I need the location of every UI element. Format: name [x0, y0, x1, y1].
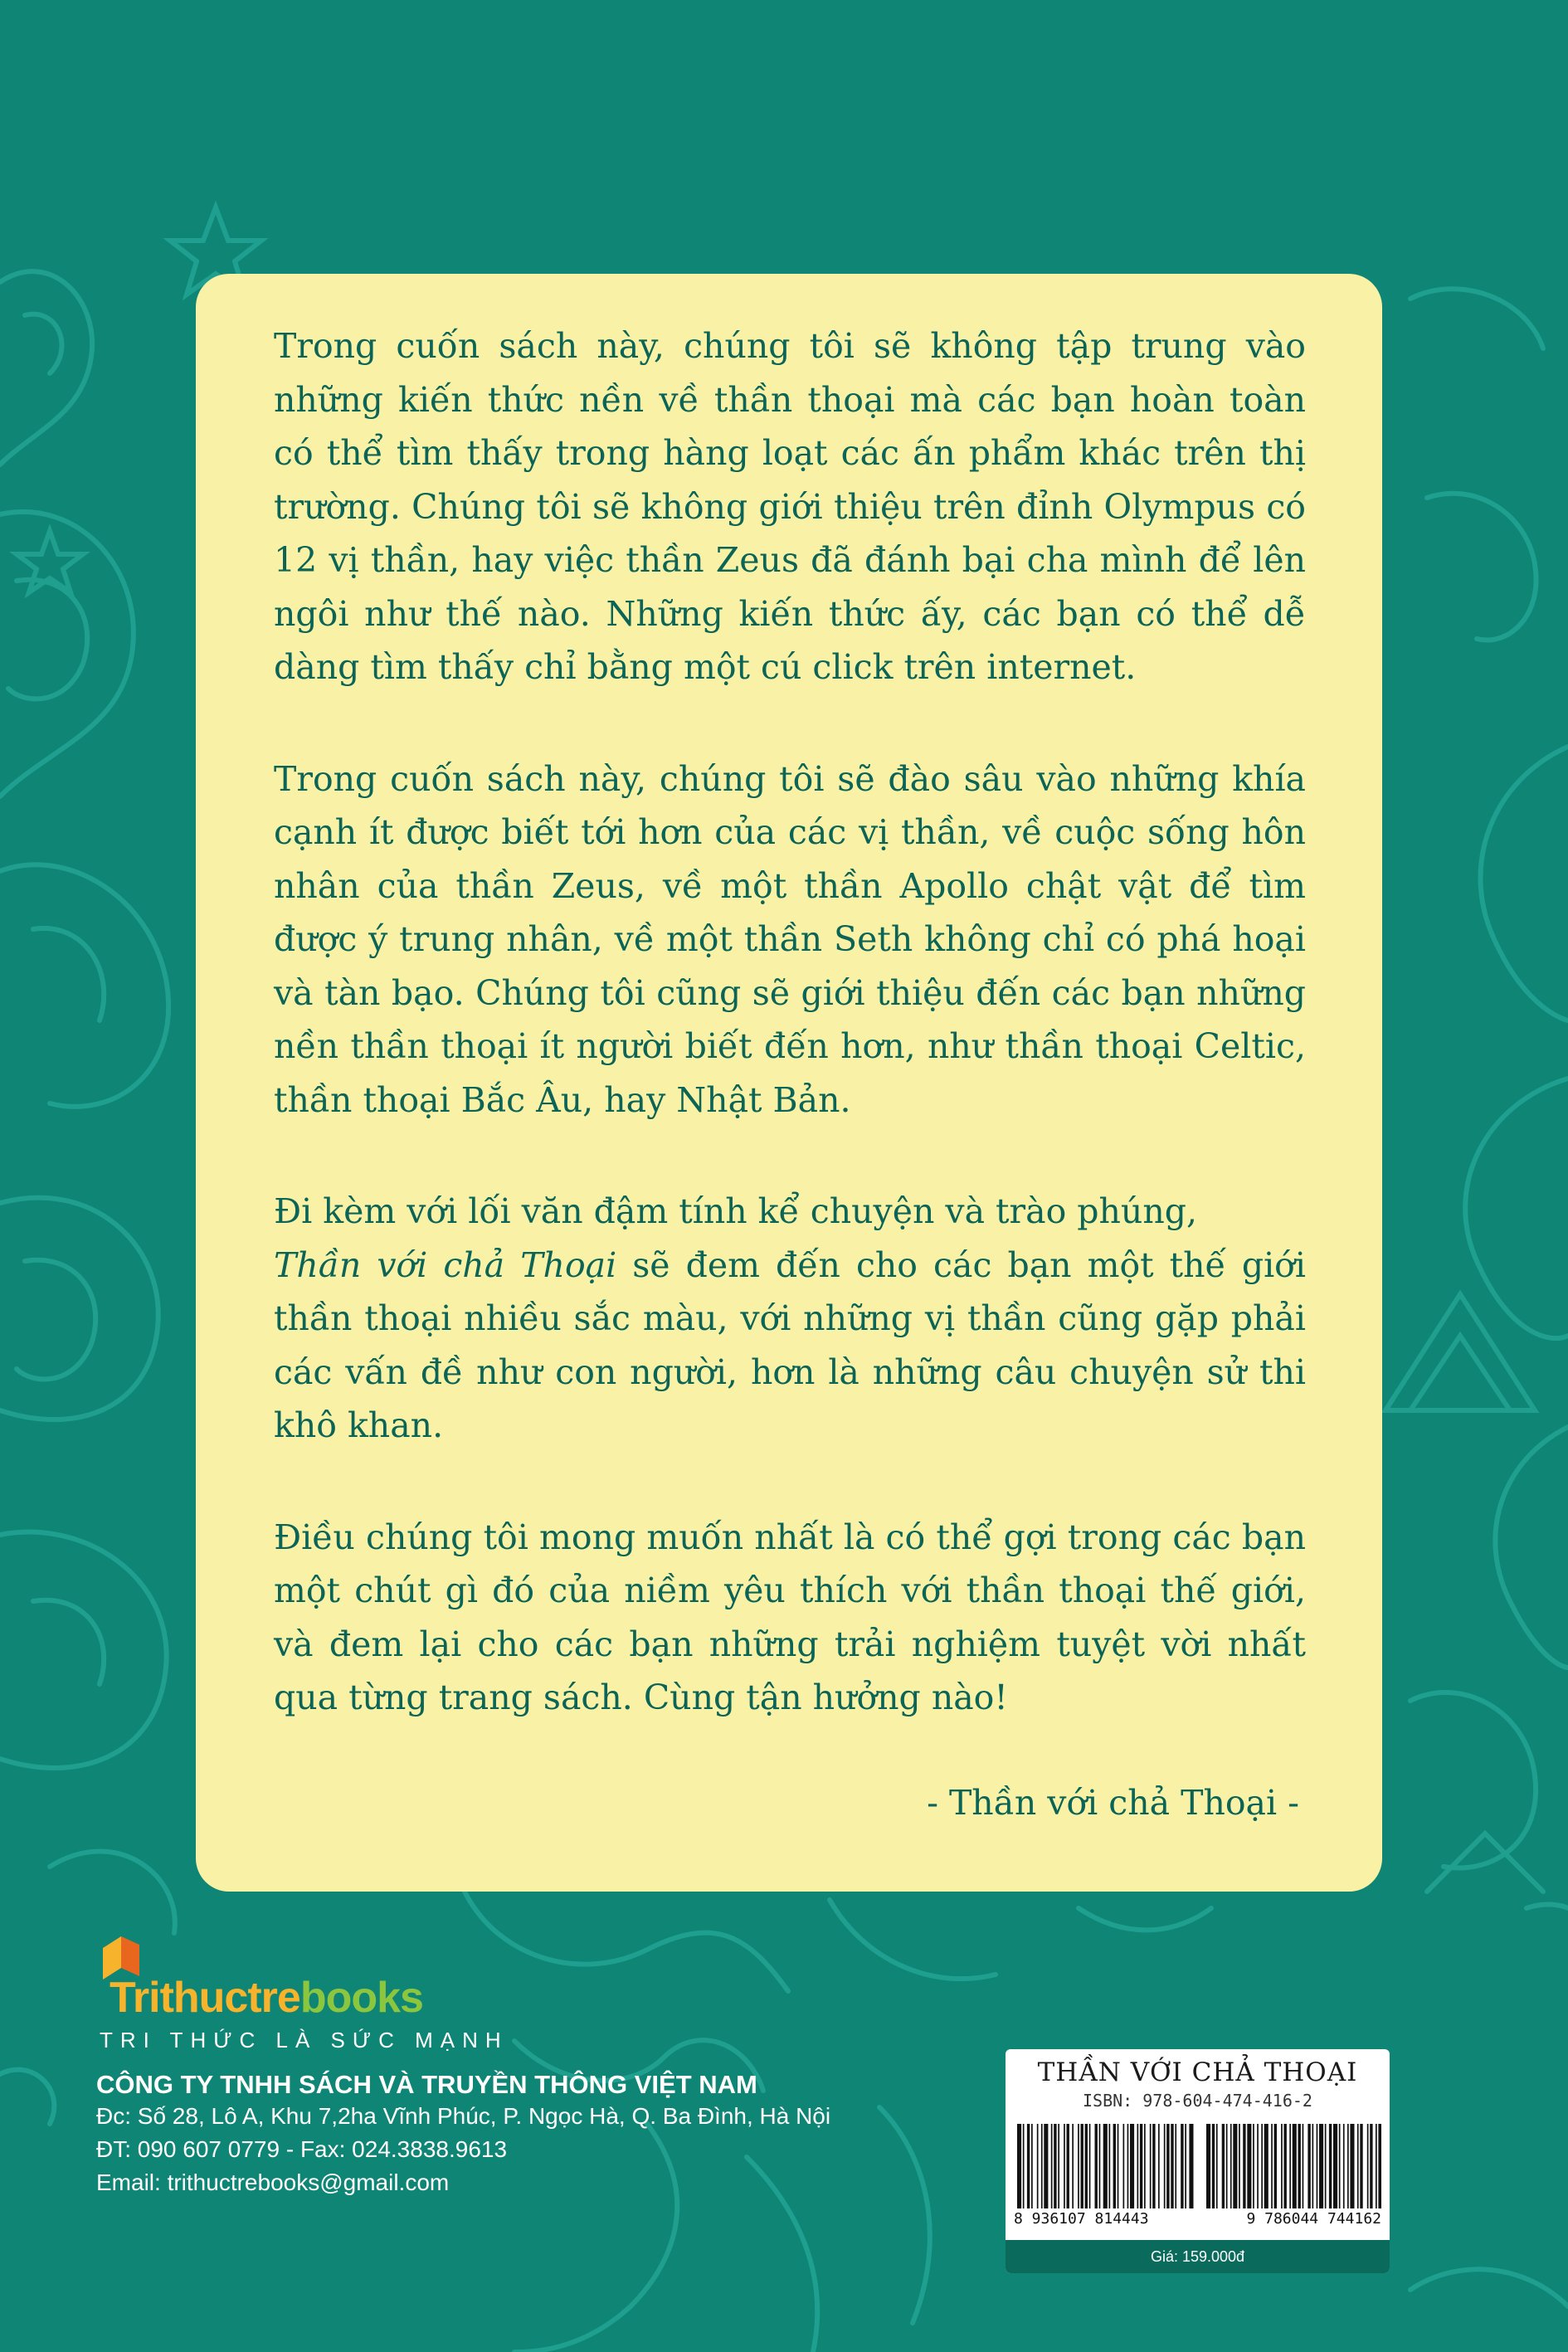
- company-address: Đc: Số 28, Lô A, Khu 7,2ha Vĩnh Phúc, P. Ngọc Hà, Q. Ba Đình, Hà Nội: [96, 2103, 831, 2129]
- barcode-label: [1006, 2049, 1390, 2273]
- paragraph-3-rest: sẽ đem đến cho các bạn một thế giới thần thoại nhiều sắc màu, với những vị thần cũng gặp phải các vấn đề như con người, hơn là những câu chuyện sử thi khô khan.: [274, 1244, 1306, 1445]
- blurb-panel: [196, 274, 1382, 1892]
- signature: - Thần với chả Thoại -: [927, 1782, 1299, 1823]
- publisher-block: [96, 1933, 926, 2199]
- blurb-paragraph-3: [274, 1185, 1306, 1453]
- book-title-italic: Thần với chả Thoại: [274, 1244, 617, 1285]
- publisher-tagline: TRI THỨC LÀ SỨC MẠNH: [100, 2028, 509, 2053]
- paragraph-3-lead: Đi kèm với lối văn đậm tính kể chuyện và trào phúng,: [274, 1191, 1198, 1231]
- barcode-right-number: 9 786044 744162: [1246, 2210, 1381, 2228]
- barcode-bars: [1014, 2124, 1381, 2208]
- barcode-book-title: THẦN VỚI CHẢ THOẠI: [1037, 2057, 1358, 2087]
- company-phone: ĐT: 090 607 0779 - Fax: 024.3838.9613: [96, 2136, 508, 2162]
- logo-wordmark-part2: books: [299, 1974, 423, 2022]
- publisher-logo: [96, 1933, 926, 2022]
- logo-wordmark: [110, 1974, 423, 2022]
- blurb-paragraph-4: Điều chúng tôi mong muốn nhất là có thể gợi trong các bạn một chút gì đó của niềm yêu thích với thần thoại thế giới, và đem lại cho các bạn những trải nghiệm tuyệt vời nhất qua từng trang sách. Cùng tận hưởng nào!: [274, 1517, 1306, 1717]
- blurb-paragraph-1: Trong cuốn sách này, chúng tôi sẽ không tập trung vào những kiến thức nền về thần thoại mà các bạn hoàn toàn có thể tìm thấy trong hàng loạt các ấn phẩm khác trên thị trường. Chúng tôi sẽ không giới thiệu trên đỉnh Olympus có 12 vị thần, hay việc thần Zeus đã đánh bại cha mình để lên ngôi như thế nào. Những kiến thức ấy, các bạn có thể dễ dàng tìm thấy chỉ bằng một cú click trên internet.: [274, 326, 1306, 687]
- blurb-paragraph-2: Trong cuốn sách này, chúng tôi sẽ đào sâu vào những khía cạnh ít được biết tới hơn của các vị thần, về cuộc sống hôn nhân của thần Zeus, về một thần Apollo chật vật để tìm được ý trung nhân, về một thần Seth không chỉ có phá hoại và tàn bạo. Chúng tôi cũng sẽ giới thiệu đến các bạn những nền thần thoại ít người biết đến hơn, như thần thoại Celtic, thần thoại Bắc Âu, hay Nhật Bản.: [274, 758, 1306, 1120]
- company-email: Email: trithuctrebooks@gmail.com: [96, 2169, 450, 2195]
- company-name: CÔNG TY TNHH SÁCH VÀ TRUYỀN THÔNG VIỆT NAM: [96, 2070, 757, 2099]
- logo-wordmark-part1: Trithuctre: [110, 1974, 300, 2022]
- barcode-left-number: 8 936107 814443: [1014, 2210, 1149, 2228]
- price-label: Giá: 159.000đ: [1006, 2240, 1390, 2273]
- barcode-numbers: [1014, 2210, 1381, 2228]
- barcode-isbn: ISBN: 978-604-474-416-2: [1083, 2091, 1312, 2111]
